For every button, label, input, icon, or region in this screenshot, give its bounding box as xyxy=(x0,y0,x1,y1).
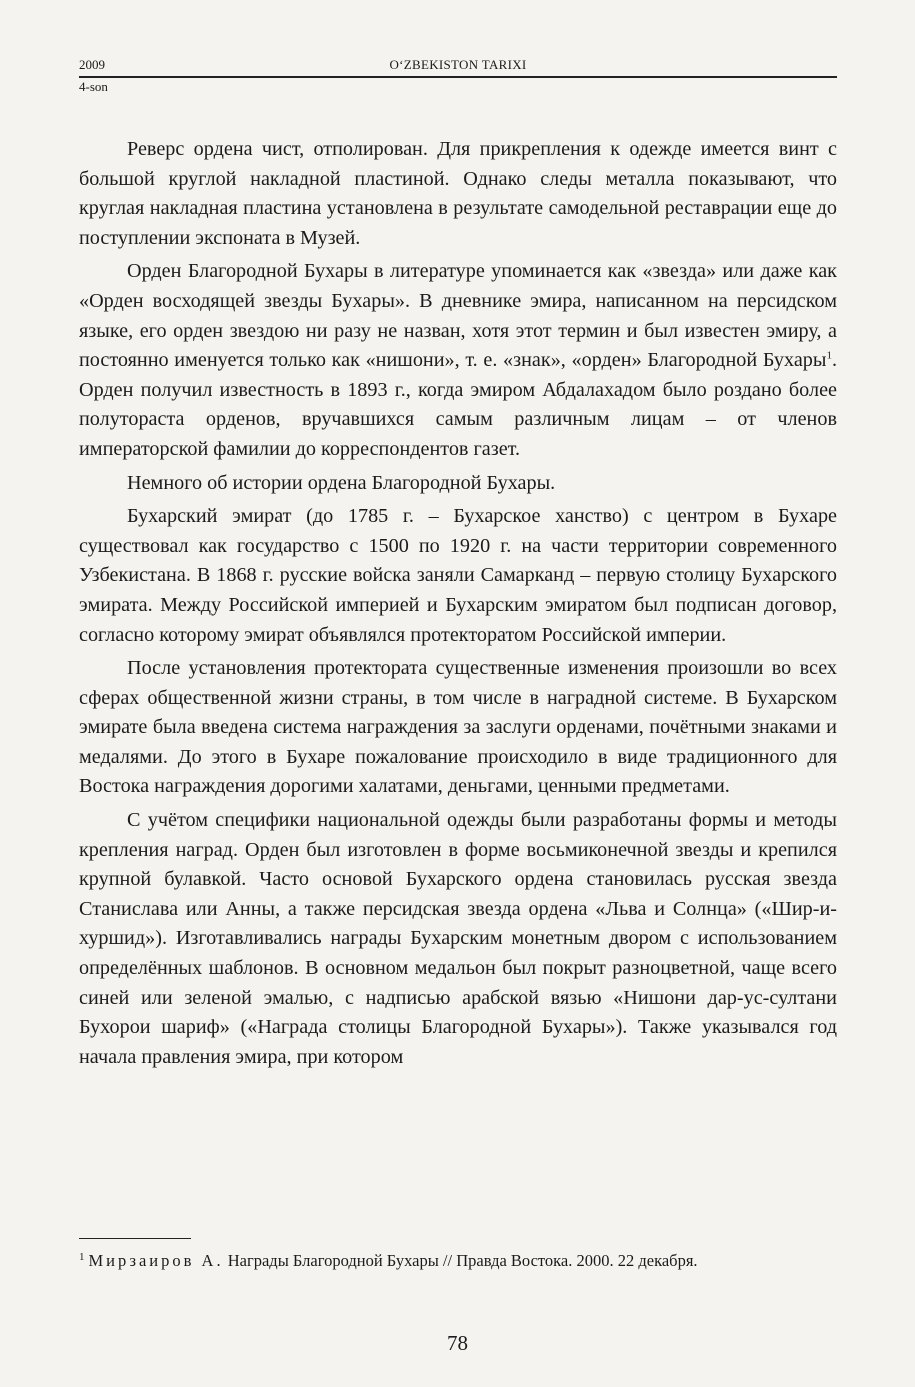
paragraph-literature xyxy=(79,257,837,464)
footnote-rule xyxy=(79,1238,191,1239)
paragraph-design: С учётом специфики национальной одежды были разработаны формы и методы крепления наград. Орден был изготовлен в форме восьмиконечной звезды и крепился крупной булавкой. Часто основой Бухарского ордена становилась русская звезда Станислава или Анны, а также персидская звезда ордена «Льва и Солнца» («Шир-и-хуршид»). Изготавливались награды Бухарским монетным двором с использованием определённых шаблонов. В основном медальон был покрыт разноцветной, чаще всего синей или зеленой эмалью, с надписью арабской вязью «Нишони дар-ус-султани Бухорои шариф» («Награда столицы Благородной Бухары»). Также указывался год начала правления эмира, при котором xyxy=(79,809,837,1068)
paragraph-literature-head: Орден Благородной Бухары в литературе упоминается как «звезда» или даже как «Орден восходящей звезды Бухары». В дневнике эмира, написанном на персидском языке, его орден звездою ни разу не назван, хотя этот термин и был известен эмиру, а постоянно именуется только как «нишони», т. е. «знак», «орден» Благородной Бухары xyxy=(79,260,837,372)
header-issue: 4-son xyxy=(79,79,108,94)
footnote-mark: 1 xyxy=(79,1250,85,1263)
paragraph-history-intro: Немного об истории ордена Благородной Бухары. xyxy=(127,471,556,494)
paragraph-literature-tail: . Орден получил известность в 1893 г., когда эмиром Абдалахадом было роздано более полутораста орденов, вручавшихся самым различным лицам – от членов императорской фамилии до корреспондентов газет. xyxy=(79,349,837,460)
article-body xyxy=(79,135,837,1076)
footnote-reference: 1 xyxy=(826,349,832,362)
footnote-author: Мирзаиров А. xyxy=(88,1251,224,1270)
page-number: 78 xyxy=(447,1331,468,1355)
running-header xyxy=(79,55,837,95)
header-journal-title: O‘ZBEKISTON TARIXI xyxy=(389,57,527,72)
footnote xyxy=(79,1250,837,1272)
paragraph-protectorate: После установления протектората существенные изменения произошли во всех сферах общественной жизни страны, в том числе в наградной системе. В Бухарском эмирате была введена система награждения за заслуги орденами, почётными знаками и медалями. До этого в Бухаре пожалование происходило в виде традиционного для Востока награждения дорогими халатами, деньгами, ценными предметами. xyxy=(79,657,837,798)
paragraph-reverse: Реверс ордена чист, отполирован. Для прикрепления к одежде имеется винт с большой круглой накладной пластиной. Однако следы металла показывают, что круглая накладная пластина установлена в результате самодельной реставрации еще до поступлении экспоната в Музей. xyxy=(79,138,837,249)
header-year: 2009 xyxy=(79,57,105,72)
footnote-text: Награды Благородной Бухары // Правда Востока. 2000. 22 декабря. xyxy=(227,1251,698,1270)
header-rule xyxy=(79,76,837,78)
paragraph-emirate: Бухарский эмират (до 1785 г. – Бухарское ханство) с центром в Бухаре существовал как государство с 1500 по 1920 г. на части территории современного Узбекистана. В 1868 г. русские войска заняли Самарканд – первую столицу Бухарского эмирата. Между Российской империей и Бухарским эмиратом был подписан договор, согласно которому эмират объявлялся протекторатом Российской империи. xyxy=(79,505,837,646)
